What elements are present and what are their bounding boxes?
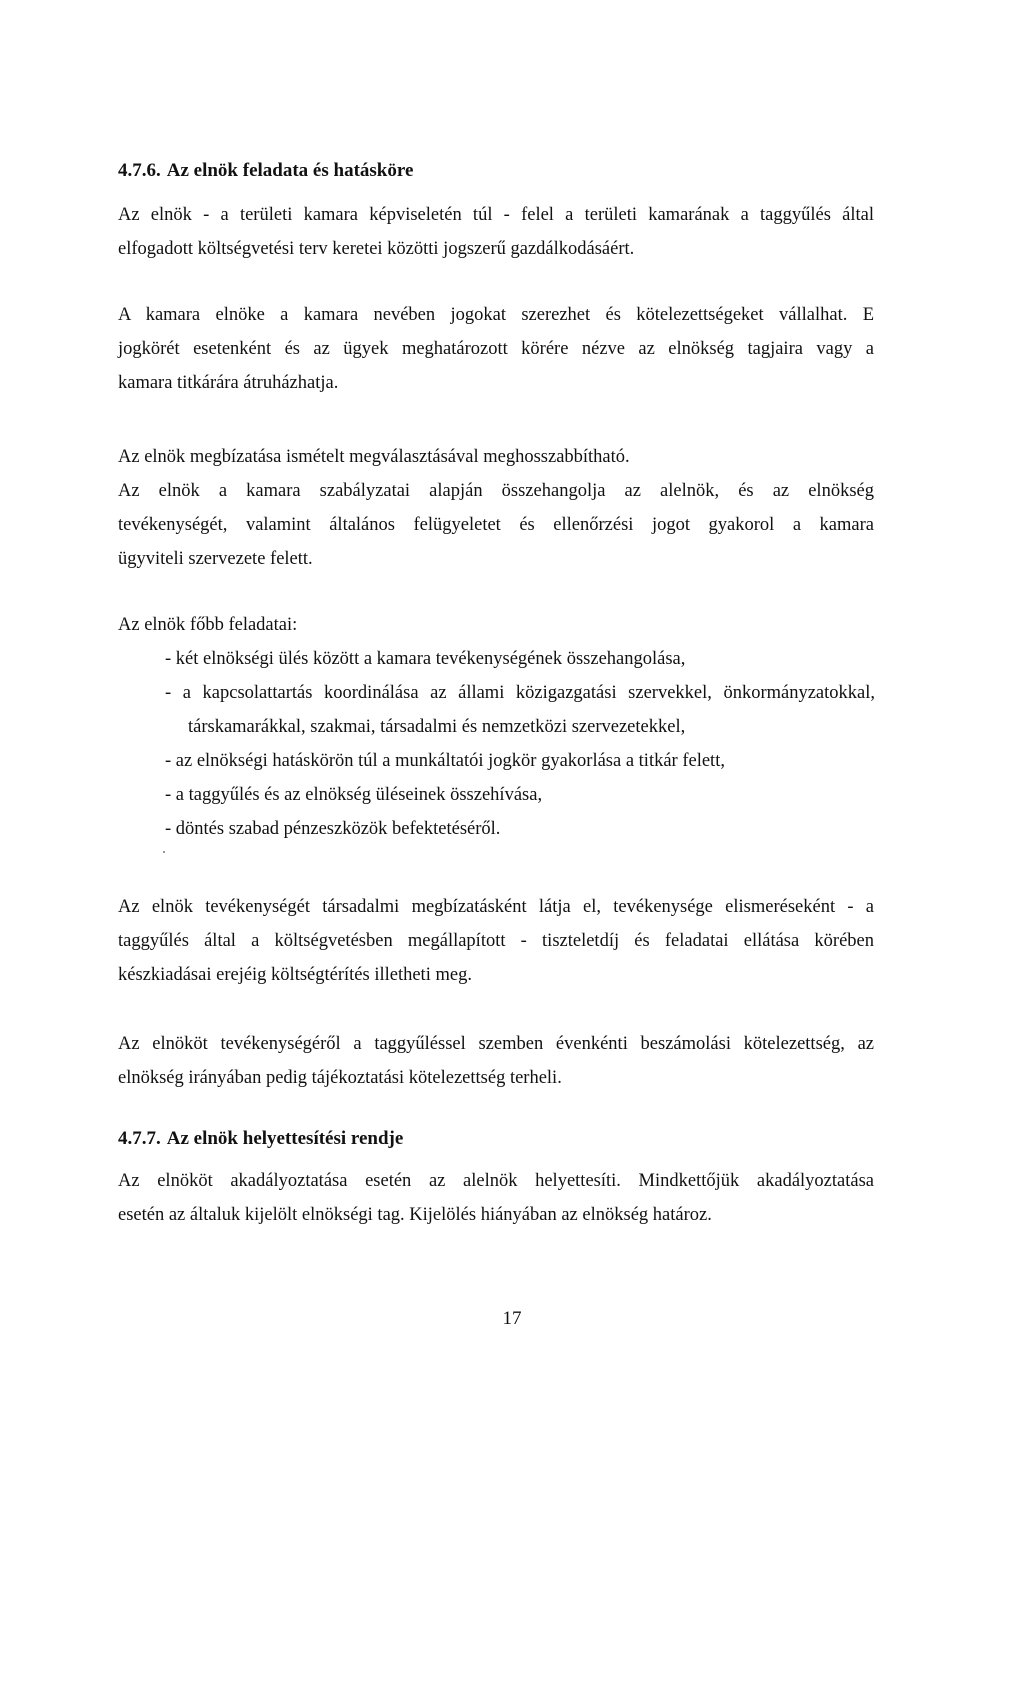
paragraph-line: Az elnök - a területi kamara képviseletén túl - felel a területi kamarának a taggyűlés által — [118, 205, 874, 225]
section-number: 4.7.7. — [118, 1128, 161, 1149]
paragraph-6 — [118, 1164, 874, 1232]
paragraph-line: jogkörét esetenként és az ügyek meghatározott körére nézve az elnökség tagjaira vagy a — [118, 339, 874, 359]
page-number: 17 — [502, 1308, 522, 1329]
paragraph-line: elfogadott költségvetési terv keretei közötti jogszerű gazdálkodásáért. — [118, 239, 635, 259]
section-number: 4.7.6. — [118, 160, 161, 181]
list-item: - a kapcsolattartás koordinálása az állami közigazgatási szervekkel, önkormányzatokkal, — [165, 683, 875, 703]
tasks-list — [165, 642, 875, 846]
paragraph-line: Az elnököt akadályoztatása esetén az alelnök helyettesíti. Mindkettőjük akadályoztatása — [118, 1171, 874, 1191]
tasks-intro-block — [118, 608, 874, 642]
list-item: - az elnökségi hatáskörön túl a munkáltatói jogkör gyakorlása a titkár felett, — [165, 751, 725, 771]
list-item: - a taggyűlés és az elnökség üléseinek összehívása, — [165, 785, 543, 805]
paragraph-line: Az elnök tevékenységét társadalmi megbízatásként látja el, tevékenysége elismeréseként - a — [118, 897, 874, 917]
paragraph-line: esetén az általuk kijelölt elnökségi tag. Kijelölés hiányában az elnökség határoz. — [118, 1205, 712, 1225]
paragraph-line: ügyviteli szervezete felett. — [118, 549, 313, 569]
paragraph-line: kamara titkárára átruházhatja. — [118, 373, 339, 393]
section-heading-4-7-6 — [118, 160, 413, 182]
paragraph-5 — [118, 1027, 874, 1095]
tasks-intro: Az elnök főbb feladatai: — [118, 615, 298, 635]
list-item: - két elnökségi ülés között a kamara tevékenységének összehangolása, — [165, 649, 686, 669]
paragraph-4 — [118, 890, 874, 992]
paragraph-1 — [118, 198, 874, 266]
paragraph-line: elnökség irányában pedig tájékoztatási kötelezettség terheli. — [118, 1068, 562, 1088]
list-item-continuation: társkamarákkal, szakmai, társadalmi és nemzetközi szervezetekkel, — [188, 717, 686, 737]
paragraph-line: Az elnök megbízatása ismételt megválasztásával meghosszabbítható. — [118, 447, 630, 467]
paragraph-line: készkiadásai erejéig költségtérítés illetheti meg. — [118, 965, 472, 985]
paragraph-line: Az elnök a kamara szabályzatai alapján összehangolja az alelnök, és az elnökség — [118, 481, 874, 501]
paragraph-line: tevékenységét, valamint általános felügyeletet és ellenőrzési jogot gyakorol a kamara — [118, 515, 874, 535]
paragraph-line: taggyűlés által a költségvetésben megállapított - tiszteletdíj és feladatai ellátása körében — [118, 931, 874, 951]
paragraph-line: Az elnököt tevékenységéről a taggyűléssel szemben évenkénti beszámolási kötelezettség, az — [118, 1034, 874, 1054]
paragraph-2 — [118, 298, 874, 400]
section-title: Az elnök helyettesítési rendje — [166, 1128, 404, 1149]
section-title: Az elnök feladata és hatásköre — [166, 160, 414, 181]
paragraph-3 — [118, 440, 874, 576]
section-heading-4-7-7 — [118, 1128, 403, 1150]
scan-speck — [163, 851, 165, 853]
paragraph-line: A kamara elnöke a kamara nevében jogokat szerezhet és kötelezettségeket vállalhat. E — [118, 305, 874, 325]
list-item: - döntés szabad pénzeszközök befektetéséről. — [165, 819, 501, 839]
